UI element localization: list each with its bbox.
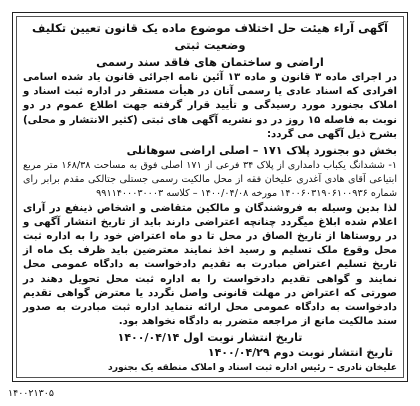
notice-item: ۱- ششدانگ یکباب دامداری از پلاک ۳۴ فرعی از ۱۷۱ اصلی فوق به مساحت ۱۶۸/۳۸ متر مربع ابتیاعی آقای هادی آغدری علیخان فقه از محل مالکیت رسمی جستلی جتالکی مقدم برابر رای شماره ۱۴۰۰۶۰۳۱۹۰۶۱۰۰۹۳۶ مورخه ۱۴۰۰/۰۴/۰۸ – کلاسه ۹۹۱۱۴۰۰۰۳۰۰۰۳ (23, 160, 397, 200)
publish-date-second-value: ۱۴۰۰/۰۴/۲۹ (207, 346, 270, 360)
publish-date-first-label: تاریخ انتشار نوبت اول (183, 331, 303, 345)
publish-date-first (23, 330, 397, 345)
publish-date-second (23, 345, 397, 360)
notice-section-heading: بخش دو بجنورد پلاک ۱۷۱ – اصلی اراضی سوهانلی (126, 144, 397, 158)
notice-box (16, 16, 404, 378)
notice-title-line2: اراضی و ساختمان های فاقد سند رسمی (96, 55, 324, 69)
notice-intro: در اجرای ماده ۳ قانون و ماده ۱۳ آئین نامه اجرائی قانون یاد شده اسامی افرادی که اسناد عادی یا رسمی آنان در هیأت مستقر در اداره ثبت اسناد و املاک بجنورد مورد رسیدگی و تأیید قرار گرفته جهت اطلاع عموم در دو نوبت به فاصله ۱۵ روز در دو نشریه آگهی های ثبتی (کثیر الانتشار و محلی) بشرح ذیل آگهی می گردد: (23, 72, 397, 140)
publish-date-second-label: تاریخ انتشار نوبت دوم (273, 346, 393, 360)
publish-date-first-value: ۱۴۰۰/۰۴/۱۴ (117, 331, 180, 345)
notice-title-line1: آگهی آراء هیئت حل اختلاف موضوع ماده یک قانون تعیین تکلیف وضعیت ثبتی (32, 21, 388, 52)
notice-signature: علیخان نادری – رئیس اداره ثبت اسناد و املاک منطقه یک بجنورد (108, 362, 397, 374)
notice-body: لذا بدین وسیله به فروشندگان و مالکین متقاضی و اشخاص ذینفع در آرای اعلام شده ابلاغ میگردد چنانچه اعتراضی دارند باید از تاریخ انتشار آگهی و در روستاها از تاریخ الصاق در محل تا دو ماه اعتراض خود را به اداره ثبت محل وقوع ملک تسلیم و رسید اخذ نمایند معترضین باید ظرف یک ماه از تاریخ تسلیم اعتراض مبادرت به تقدیم دادخواست به دادگاه عمومی محل نمایند و گواهی تقدیم دادخواست را به اداره ثبت محل تحویل دهند در صورتی که اعتراض در مهلت قانونی واصل نگردد یا معترض گواهی تقدیم دادخواست به دادگاه عمومی محل ارائه ننماید اداره ثبت مبادرت به صدور سند مالکیت مانع از مراجعه متضرر به دادگاه نخواهد بود. (23, 202, 397, 328)
footer-code: ۱۴۰۰۲۱۳۰۵ (8, 388, 54, 399)
